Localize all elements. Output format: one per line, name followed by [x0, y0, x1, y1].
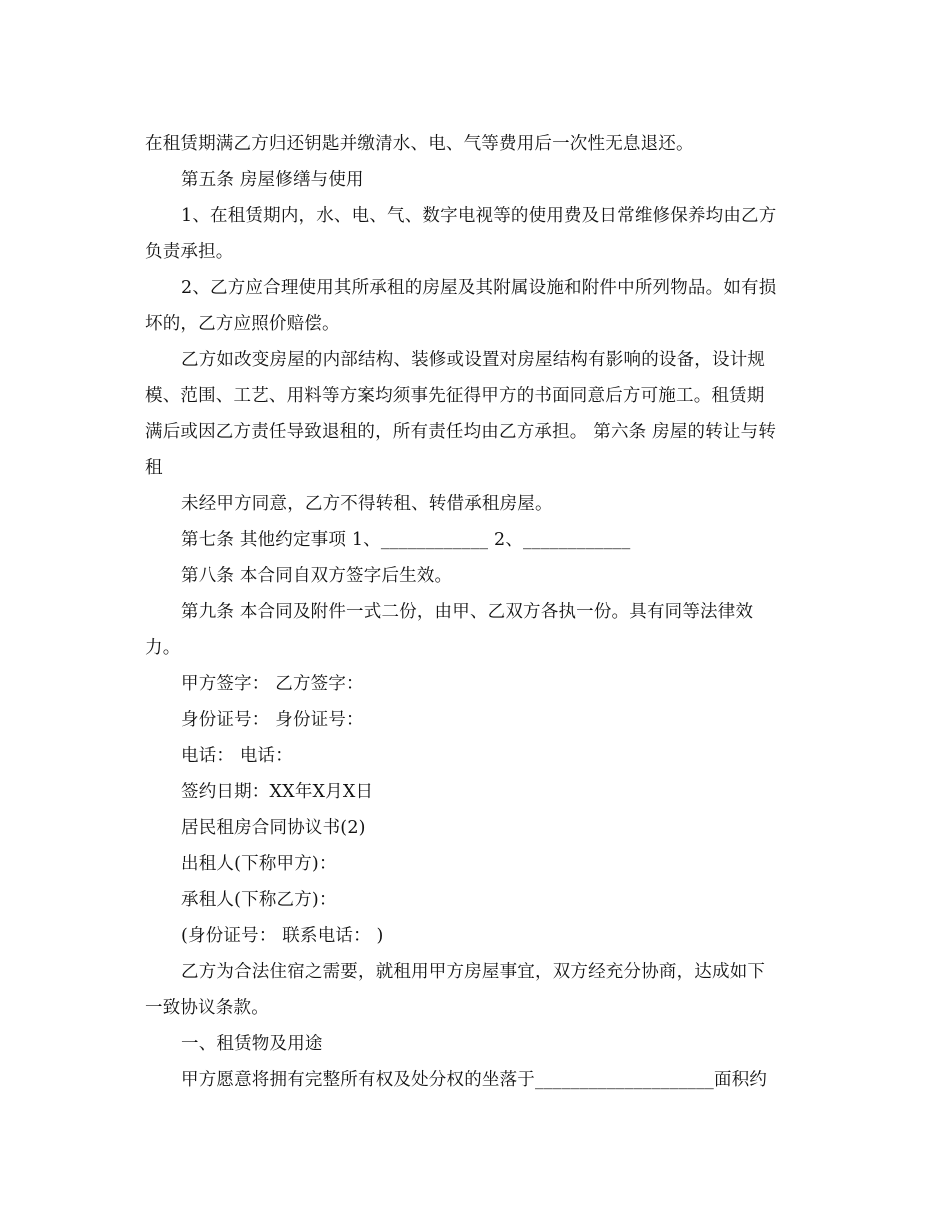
text-line: 乙方为合法住宿之需要，就租用甲方房屋事宜，双方经充分协商，达成如下 — [181, 962, 766, 982]
section-heading: 第七条 其他约定事项 1、____________ 2、____________ — [181, 530, 631, 550]
text-line: 力。 — [145, 638, 181, 658]
lessee-line: 承租人(下称乙方)： — [181, 890, 337, 910]
text-line: 租 — [145, 458, 163, 478]
text-line: 一致协议条款。 — [145, 998, 269, 1018]
phone-line: 电话： 电话： — [181, 746, 293, 766]
document-title: 居民租房合同协议书(2) — [181, 818, 366, 838]
signature-line: 甲方签字： 乙方签字： — [181, 674, 364, 694]
text-line: 甲方愿意将拥有完整所有权及处分权的坐落于____________________面积约 — [181, 1070, 768, 1090]
section-heading: 第八条 本合同自双方签字后生效。 — [181, 566, 453, 586]
sign-date-line: 签约日期：XX年X月X日 — [181, 782, 374, 802]
text-line: 负责承担。 — [145, 242, 234, 262]
section-heading: 一、租赁物及用途 — [181, 1034, 323, 1054]
text-line: 坏的，乙方应照价赔偿。 — [145, 314, 340, 334]
contact-line: (身份证号： 联系电话： ) — [181, 926, 384, 946]
text-line: 2、乙方应合理使用其所承租的房屋及其附属设施和附件中所列物品。如有损 — [181, 278, 777, 298]
section-heading: 第五条 房屋修缮与使用 — [181, 170, 364, 190]
text-line: 模、范围、工艺、用料等方案均须事先征得甲方的书面同意后方可施工。租赁期 — [145, 386, 765, 406]
text-line: 1、在租赁期内，水、电、气、数字电视等的使用费及日常维修保养均由乙方 — [181, 206, 777, 226]
text-line: 乙方如改变房屋的内部结构、装修或设置对房屋结构有影响的设备，设计规 — [181, 350, 766, 370]
text-line: 未经甲方同意，乙方不得转租、转借承租房屋。 — [181, 494, 553, 514]
section-heading: 第九条 本合同及附件一式二份，由甲、乙双方各执一份。具有同等法律效 — [181, 602, 754, 622]
text-line: 满后或因乙方责任导致退租的，所有责任均由乙方承担。 第六条 房屋的转让与转 — [145, 422, 777, 442]
document-body — [145, 126, 805, 1098]
id-number-line: 身份证号： 身份证号： — [181, 710, 364, 730]
text-line: 在租赁期满乙方归还钥匙并缴清水、电、气等费用后一次性无息退还。 — [145, 134, 694, 154]
lessor-line: 出租人(下称甲方)： — [181, 854, 337, 874]
